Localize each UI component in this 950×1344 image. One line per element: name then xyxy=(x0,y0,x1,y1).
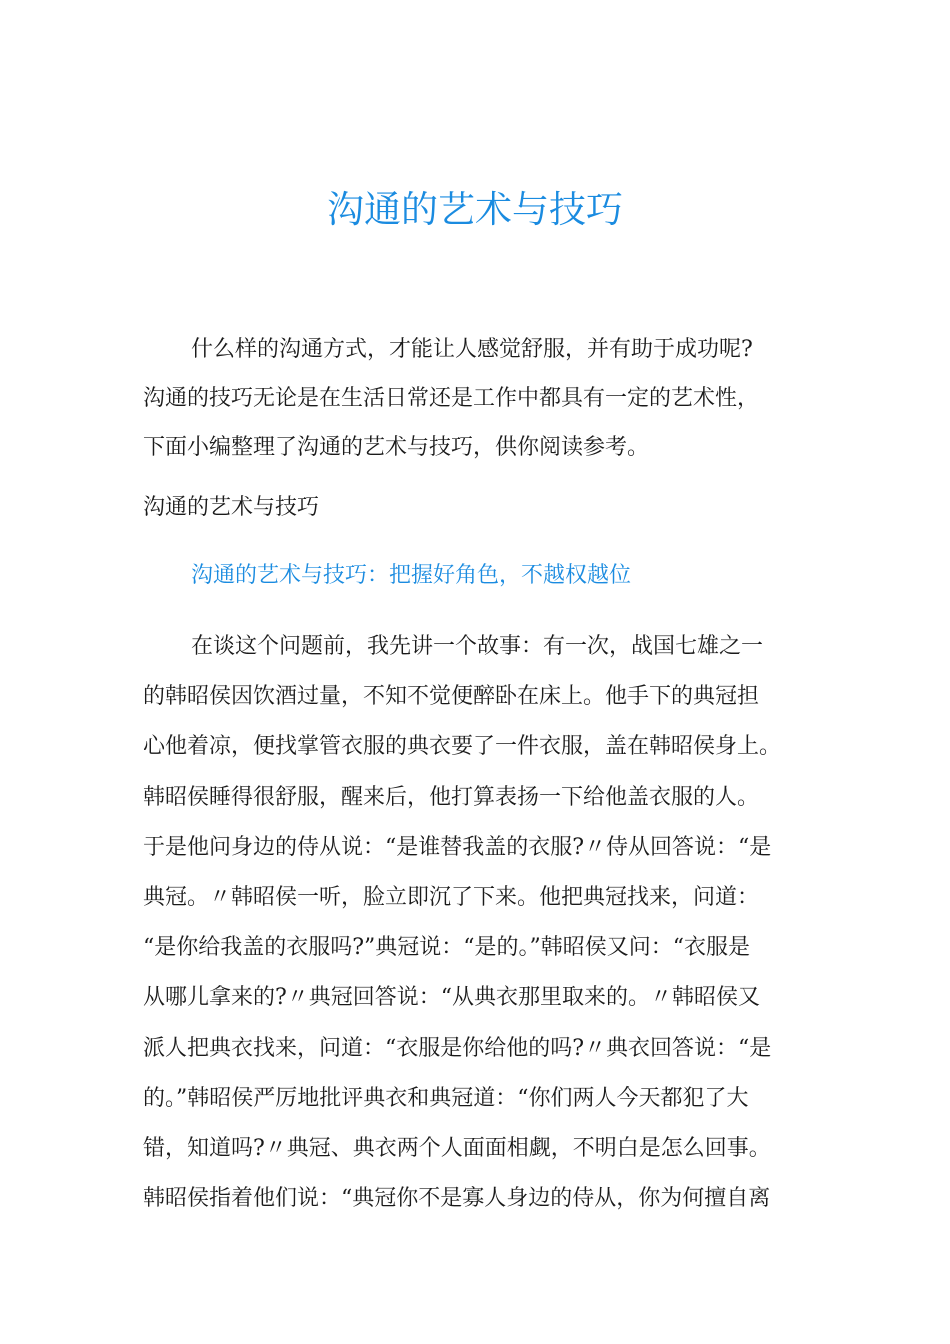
section-label: 沟通的艺术与技巧 xyxy=(143,495,320,520)
story-paragraph xyxy=(143,622,833,1224)
intro-line: 下面小编整理了沟通的艺术与技巧，供你阅读参考。 xyxy=(143,435,650,460)
story-line: 韩昭侯睡得很舒服，醒来后，他打算表扬一下给他盖衣服的人。 xyxy=(143,784,760,810)
story-line: 韩昭侯指着他们说：“典冠你不是寡人身边的侍从，你为何擅自离 xyxy=(143,1186,771,1212)
story-line: 在谈这个问题前，我先讲一个故事：有一次，战国七雄之一 xyxy=(191,634,764,659)
intro-line: 什么样的沟通方式，才能让人感觉舒服，并有助于成功呢? xyxy=(191,337,753,362)
subheading: 沟通的艺术与技巧：把握好角色，不越权越位 xyxy=(191,563,632,588)
story-line: 心他着凉，便找掌管衣服的典衣要了一件衣服，盖在韩昭侯身上。 xyxy=(143,734,782,760)
story-line: 于是他问身边的侍从说：“是谁替我盖的衣服?〃侍从回答说：“是 xyxy=(143,834,772,860)
document-title: 沟通的艺术与技巧 xyxy=(327,188,623,231)
story-line: 从哪儿拿来的?〃典冠回答说：“从典衣那里取来的。〃韩昭侯又 xyxy=(143,985,761,1011)
intro-line: 沟通的技巧无论是在生活日常还是工作中都具有一定的艺术性， xyxy=(143,386,760,411)
story-line: 的韩昭侯因饮酒过量，不知不觉便醉卧在床上。他手下的典冠担 xyxy=(143,684,760,710)
story-line: 错，知道吗?〃典冠、典衣两个人面面相觑，不明白是怎么回事。 xyxy=(143,1136,771,1162)
intro-paragraph xyxy=(143,325,833,472)
story-line: 典冠。〃韩昭侯一听，脸立即沉了下来。他把典冠找来，问道： xyxy=(143,885,760,911)
story-line: 派人把典衣找来，问道：“衣服是你给他的吗?〃典衣回答说：“是 xyxy=(143,1035,772,1061)
story-line: 的。”韩昭侯严厉地批评典衣和典冠道：“你们两人今天都犯了大 xyxy=(143,1085,749,1111)
story-line: “是你给我盖的衣服吗?”典冠说：“是的。”韩昭侯又问：“衣服是 xyxy=(143,935,751,961)
